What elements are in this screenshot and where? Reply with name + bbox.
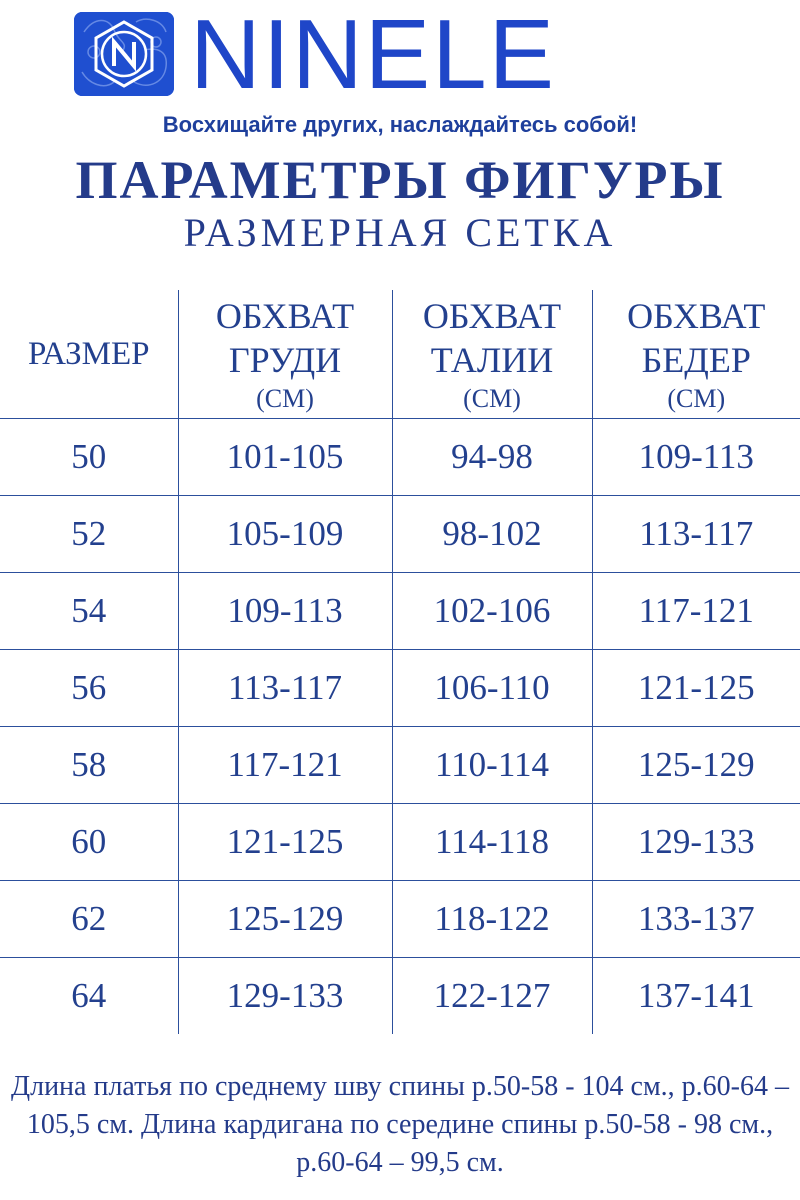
brand-logo-icon [74, 12, 174, 96]
cell-waist: 106-110 [392, 650, 592, 727]
cell-chest: 101-105 [178, 419, 392, 496]
length-note: Длина платья по среднему шву спины р.50-58 - 104 см., р.60-64 – 105,5 см. Длина кардигана по середине спины р.50-58 - 98 см., р.60-64 – 99,5 см. [11, 1071, 789, 1178]
cell-chest: 113-117 [178, 650, 392, 727]
page-subtitle: РАЗМЕРНАЯ СЕТКА [183, 210, 617, 255]
size-table [0, 290, 800, 1034]
column-header-line: ГРУДИ [228, 340, 342, 380]
table-row [0, 958, 800, 1035]
cell-size: 62 [0, 881, 178, 958]
table-row [0, 419, 800, 496]
cell-chest: 105-109 [178, 496, 392, 573]
cell-waist: 114-118 [392, 804, 592, 881]
cell-hips: 109-113 [592, 419, 800, 496]
column-header-line: ОБХВАТ [627, 296, 766, 336]
cell-chest: 121-125 [178, 804, 392, 881]
cell-hips: 117-121 [592, 573, 800, 650]
cell-waist: 122-127 [392, 958, 592, 1035]
size-chart [0, 290, 800, 1034]
table-row [0, 573, 800, 650]
cell-hips: 133-137 [592, 881, 800, 958]
cell-chest: 125-129 [178, 881, 392, 958]
column-header-line: ОБХВАТ [215, 296, 355, 336]
cell-size: 54 [0, 573, 178, 650]
cell-hips: 113-117 [592, 496, 800, 573]
cell-size: 60 [0, 804, 178, 881]
cell-waist: 118-122 [392, 881, 592, 958]
table-header-row [0, 290, 800, 419]
cell-size: 52 [0, 496, 178, 573]
cell-size: 58 [0, 727, 178, 804]
table-row [0, 804, 800, 881]
table-row [0, 650, 800, 727]
brand-name: NINELE [190, 0, 557, 109]
column-header-line: ОБХВАТ [422, 296, 562, 336]
cell-size: 56 [0, 650, 178, 727]
cell-chest: 117-121 [178, 727, 392, 804]
cell-waist: 110-114 [392, 727, 592, 804]
column-header-unit: (СМ) [667, 384, 726, 413]
cell-hips: 125-129 [592, 727, 800, 804]
column-header-size: РАЗМЕР [0, 290, 178, 419]
page-title: ПАРАМЕТРЫ ФИГУРЫ [75, 150, 725, 210]
cell-waist: 102-106 [392, 573, 592, 650]
cell-hips: 129-133 [592, 804, 800, 881]
table-row [0, 727, 800, 804]
cell-hips: 137-141 [592, 958, 800, 1035]
brand-slogan: Восхищайте других, наслаждайтесь собой! [162, 112, 638, 137]
column-header-chest [178, 290, 392, 419]
column-header-line: ТАЛИИ [430, 340, 554, 380]
table-row [0, 881, 800, 958]
header [0, 0, 800, 150]
cell-waist: 94-98 [392, 419, 592, 496]
column-header-waist [392, 290, 592, 419]
cell-chest: 109-113 [178, 573, 392, 650]
column-header-unit: (СМ) [463, 384, 521, 413]
cell-size: 64 [71, 976, 107, 1015]
column-header-line: БЕДЕР [641, 340, 751, 380]
cell-chest: 129-133 [178, 958, 392, 1035]
cell-size: 50 [0, 419, 178, 496]
column-header-unit: (СМ) [256, 384, 314, 413]
cell-hips: 121-125 [592, 650, 800, 727]
cell-waist: 98-102 [392, 496, 592, 573]
column-header-hips [592, 290, 800, 419]
table-row [0, 496, 800, 573]
